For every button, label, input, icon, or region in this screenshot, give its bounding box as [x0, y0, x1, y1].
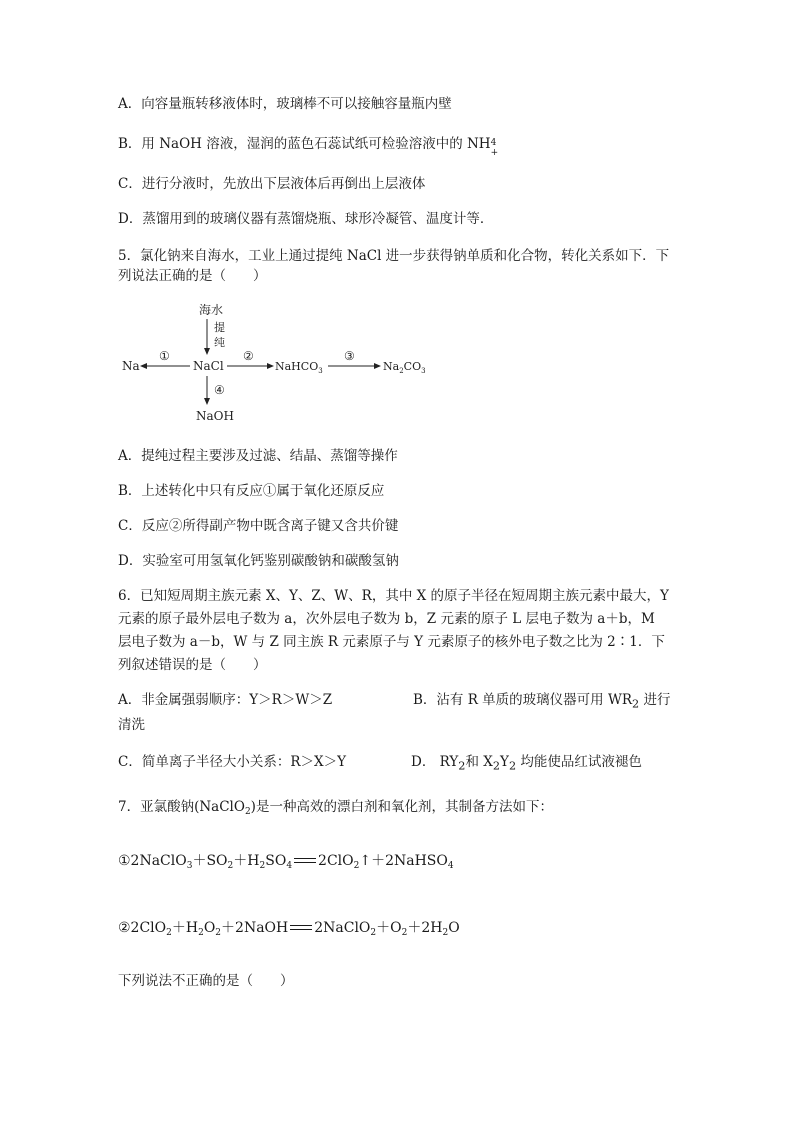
diagram-purify-label-1: 提	[214, 321, 225, 334]
r1-s1: 3	[186, 861, 193, 871]
equals-sign	[288, 923, 314, 933]
diagram-na2co3-sub1: 2	[399, 367, 404, 375]
r2-s10: 2	[401, 928, 408, 938]
r1-s9: 2	[353, 861, 360, 871]
q6-option-b-subscript: 2	[632, 697, 640, 711]
q6-option-d-sub3: 2	[508, 759, 517, 773]
diagram-na2co3-label	[383, 360, 426, 375]
q6-option-b-continued: 清洗	[118, 717, 145, 733]
diagram-arrowhead-step1	[140, 363, 147, 369]
q6-stem-line1: 6．已知短周期主族元素 X、Y、Z、W、R，其中 X 的原子半径在短周期主族元素中最大，Y	[118, 588, 669, 604]
q6-option-c: C．简单离子半径大小关系：R＞X＞Y	[118, 754, 347, 770]
q6-stem-line3: 层电子数为 a－b，W 与 Z 同主族 R 元素原子与 Y 元素原子的核外电子数之比为 2∶1．下	[118, 634, 665, 650]
r2-s12: 2	[442, 928, 449, 938]
diagram-arrowhead-purify	[204, 348, 210, 355]
diagram-nahco3-formula: NaHCO	[275, 360, 319, 373]
diagram-nahco3-subscript: 3	[318, 367, 323, 375]
r1-t8: 2ClO	[318, 853, 354, 869]
r2-t4: O	[203, 920, 216, 936]
q5-option-d: D．实验室可用氢氧化钙鉴别碳酸钠和碳酸氢钠	[118, 553, 399, 569]
q6-option-b-text: B．沾有 R 单质的玻璃仪器可用 WR	[413, 692, 632, 708]
q7-stem-formula: (NaClO	[194, 799, 245, 815]
diagram-naoh-label: NaOH	[196, 409, 234, 423]
q7-stem-part2: 是一种高效的漂白剂和氧化剂，其制备方法如下：	[255, 799, 553, 815]
equals-sign	[292, 856, 318, 866]
q6-option-d-part4: 均能使品红试液褪色	[516, 754, 642, 770]
q5-option-c: C．反应②所得副产物中既含离子键又含共价键	[118, 518, 399, 534]
diagram-nacl-label: NaCl	[193, 359, 224, 373]
r2-t7: 2NaClO	[314, 920, 371, 936]
r2-s8: 2	[370, 928, 377, 938]
q7-question-tail: 下列说法不正确的是（ ）	[118, 973, 294, 989]
q4-option-b-subscript: 4	[490, 138, 497, 148]
q5-stem-line1: 5．氯化钠来自海水，工业上通过提纯 NaCl 进一步获得钠单质和化合物，转化关系如下．下	[118, 248, 670, 264]
q6-stem-line2: 元素的原子最外层电子数为 a，次外层电子数为 b，Z 元素的原子 L 层电子数为 a＋b，M	[118, 611, 655, 627]
diagram-na2co3-part1: Na	[383, 360, 400, 373]
r1-s7: 4	[286, 861, 293, 871]
diagram-step3-label: ③	[344, 349, 355, 363]
r2-s3: 2	[198, 928, 204, 938]
r1-s11: 4	[447, 861, 454, 871]
diagram-na2co3-part2: CO	[403, 360, 422, 373]
r2-s1: 2	[166, 928, 172, 938]
q6-option-b	[413, 690, 670, 715]
q4-option-a: A．向容量瓶转移液体时，玻璃棒不可以接触容量瓶内壁	[118, 96, 452, 112]
q6-option-d-sub2: 2	[492, 759, 501, 773]
r2-s5: 2	[215, 928, 222, 938]
q6-stem-line4: 列叙述错误的是（ ）	[118, 657, 267, 673]
r1-s5: 2	[259, 861, 266, 871]
q7-reaction-2	[118, 917, 460, 939]
r2-t13: O	[448, 920, 460, 936]
q4-option-b-charge: +	[490, 148, 499, 158]
q6-option-d-part2: 和 X	[465, 754, 493, 770]
diagram-na2co3-sub2: 3	[421, 367, 426, 375]
q7-stem-subscript: 2	[244, 807, 251, 817]
q4-option-b	[118, 134, 499, 158]
diagram-step2-label: ②	[243, 349, 254, 363]
q6-option-d-part1: D． RY	[411, 754, 459, 770]
q5-stem-line2: 列说法正确的是（ ）	[118, 268, 267, 284]
q4-option-d: D．蒸馏用到的玻璃仪器有蒸馏烧瓶、球形冷凝管、温度计等．	[118, 211, 494, 227]
diagram-nahco3-label	[275, 360, 323, 375]
r1-t6: SO	[265, 853, 287, 869]
r2-t0: ②2ClO	[118, 920, 167, 936]
diagram-arrowhead-step4	[204, 398, 210, 405]
r1-t4: ＋H	[233, 853, 260, 869]
r1-t10: ↑＋2NaHSO	[359, 853, 448, 869]
r1-t2: ＋SO	[192, 853, 228, 869]
q4-option-b-text: B．用 NaOH 溶液，湿润的蓝色石蕊试纸可检验溶液中的 NH	[118, 136, 491, 152]
diagram-arrowhead-step2	[267, 363, 274, 369]
q6-option-d-sub1: 2	[458, 759, 466, 773]
r1-s3: 2	[227, 861, 234, 871]
q4-option-c: C．进行分液时，先放出下层液体后再倒出上层液体	[118, 176, 426, 192]
q6-option-d-part3: Y	[500, 754, 509, 770]
q5-conversion-diagram	[118, 300, 448, 425]
r1-t0: ①2NaClO	[118, 853, 187, 869]
q5-option-a: A．提纯过程主要涉及过滤、结晶、蒸馏等操作	[118, 448, 398, 464]
q6-option-a: A．非金属强弱顺序：Y＞R＞W＞Z	[118, 692, 333, 708]
q7-reaction-1	[118, 850, 454, 872]
q7-stem-paren: )	[250, 799, 256, 815]
diagram-step1-label: ①	[159, 349, 170, 363]
q6-option-b-tail: 进行	[639, 692, 671, 708]
r2-t11: ＋2H	[407, 920, 443, 936]
r2-t6: ＋2NaOH	[221, 920, 289, 936]
q5-option-b: B．上述转化中只有反应①属于氧化还原反应	[118, 483, 385, 499]
diagram-seawater-label: 海水	[199, 303, 224, 317]
diagram-arrowhead-step3	[374, 363, 381, 369]
r2-t2: ＋H	[171, 920, 199, 936]
q7-stem	[118, 797, 553, 817]
q7-stem-part1: 7．亚氯酸钠	[118, 799, 195, 815]
diagram-na-label: Na	[122, 359, 140, 373]
diagram-step4-label: ④	[214, 383, 225, 397]
diagram-purify-label-2: 纯	[214, 336, 225, 349]
r2-t9: ＋O	[376, 920, 402, 936]
q6-option-d	[411, 752, 642, 777]
